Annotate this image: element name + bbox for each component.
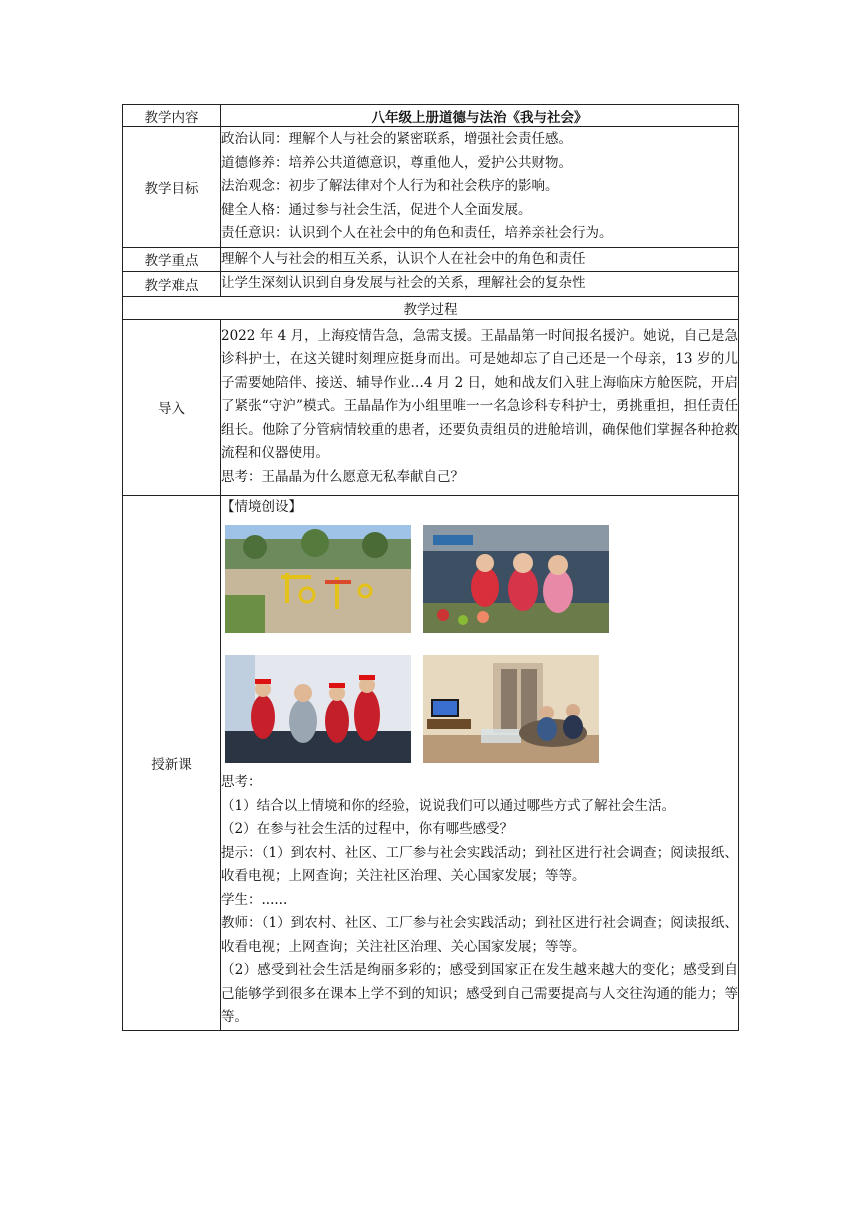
living-room-tv-photo <box>423 655 599 763</box>
lesson-title: 八年级上册道德与法治《我与社会》 <box>221 105 739 127</box>
difficulties-row <box>123 272 739 297</box>
goals-label: 教学目标 <box>123 127 221 248</box>
intro-label: 导入 <box>123 319 221 495</box>
teacher-answer-2: （2）感受到社会生活是绚丽多彩的；感受到国家正在发生越来越大的变化；感受到自己能够学到很多在课本上学不到的知识；感受到自己需要提高与人交往沟通的能力；等等。 <box>221 962 738 1025</box>
goals-cell <box>221 127 739 248</box>
key-points-row <box>123 247 739 272</box>
key-points-label: 教学重点 <box>123 247 221 272</box>
market-children-image <box>423 525 609 633</box>
volunteers-visit-image <box>225 655 411 763</box>
goal-item: 道德修养：培养公共道德意识，尊重他人，爱护公共财物。 <box>221 154 572 171</box>
goal-item: 政治认同：理解个人与社会的紧密联系，增强社会责任感。 <box>221 131 572 147</box>
teacher-answer-1: 教师：（1）到农村、社区、工厂参与社会实践活动；到社区进行社会调查；阅读报纸、收看电视；上网查询；关注社区治理、关心国家发展；等等。 <box>221 915 738 955</box>
market-children-photo <box>423 525 609 633</box>
fitness-park-image <box>225 525 411 633</box>
goals-row <box>123 127 739 248</box>
volunteers-visit-photo <box>225 655 411 763</box>
think-label: 思考： <box>221 774 262 790</box>
question-2: （2）在参与社会生活的过程中，你有哪些感受？ <box>221 821 514 837</box>
goal-item: 责任意识：认识到个人在社会中的角色和责任，培养亲社会行为。 <box>221 225 613 241</box>
intro-question: 思考：王晶晶为什么愿意无私奉献自己？ <box>221 468 464 485</box>
difficulties-label: 教学难点 <box>123 272 221 297</box>
intro-row <box>123 319 739 495</box>
new-lesson-label: 授新课 <box>123 495 221 1030</box>
difficulties-text: 让学生深刻认识到自身发展与社会的关系，理解社会的复杂性 <box>221 272 739 297</box>
living-room-tv-image <box>423 655 599 763</box>
scenario-heading: 【情境创设】 <box>221 498 302 515</box>
hint-text: 提示：（1）到农村、社区、工厂参与社会实践活动；到社区进行社会调查；阅读报纸、收看电视；上网查询；关注社区治理、关心国家发展；等等。 <box>221 844 738 884</box>
process-heading: 教学过程 <box>123 296 739 319</box>
new-lesson-row <box>123 495 739 1030</box>
intro-paragraph: 2022 年 4 月，上海疫情告急，急需支援。王晶晶第一时间报名援沪。她说，自己是急诊科护士，在这关键时刻理应挺身而出。可是她却忘了自己还是一个母亲，13 岁的儿子需要她陪伴、接送、辅导作业…4 月 2 日，她和战友们入驻上海临床方舱医院，开启了紧张“守沪”模式。王晶晶作为小组里唯一一名急诊科专科护士，勇挑重担，担任责任组长。他除了分管病情较重的患者，还要负责组员的进舱培训，确保他们掌握各种抢救流程和仪器使用。 <box>221 327 738 462</box>
goal-item: 健全人格：通过参与社会生活，促进个人全面发展。 <box>221 201 532 218</box>
question-1: （1）结合以上情境和你的经验，说说我们可以通过哪些方式了解社会生活。 <box>221 797 676 814</box>
header-label: 教学内容 <box>123 105 221 127</box>
header-row <box>123 105 739 127</box>
lesson-plan-table <box>122 104 739 1031</box>
fitness-park-photo <box>225 525 411 633</box>
goal-item: 法治观念：初步了解法律对个人行为和社会秩序的影响。 <box>221 178 559 194</box>
process-row <box>123 296 739 319</box>
scenario-photos <box>221 519 738 771</box>
key-points-text: 理解个人与社会的相互关系，认识个人在社会中的角色和责任 <box>221 247 739 272</box>
student-text: 学生：...... <box>221 891 288 908</box>
intro-cell <box>221 319 739 495</box>
new-lesson-cell <box>221 495 739 1030</box>
